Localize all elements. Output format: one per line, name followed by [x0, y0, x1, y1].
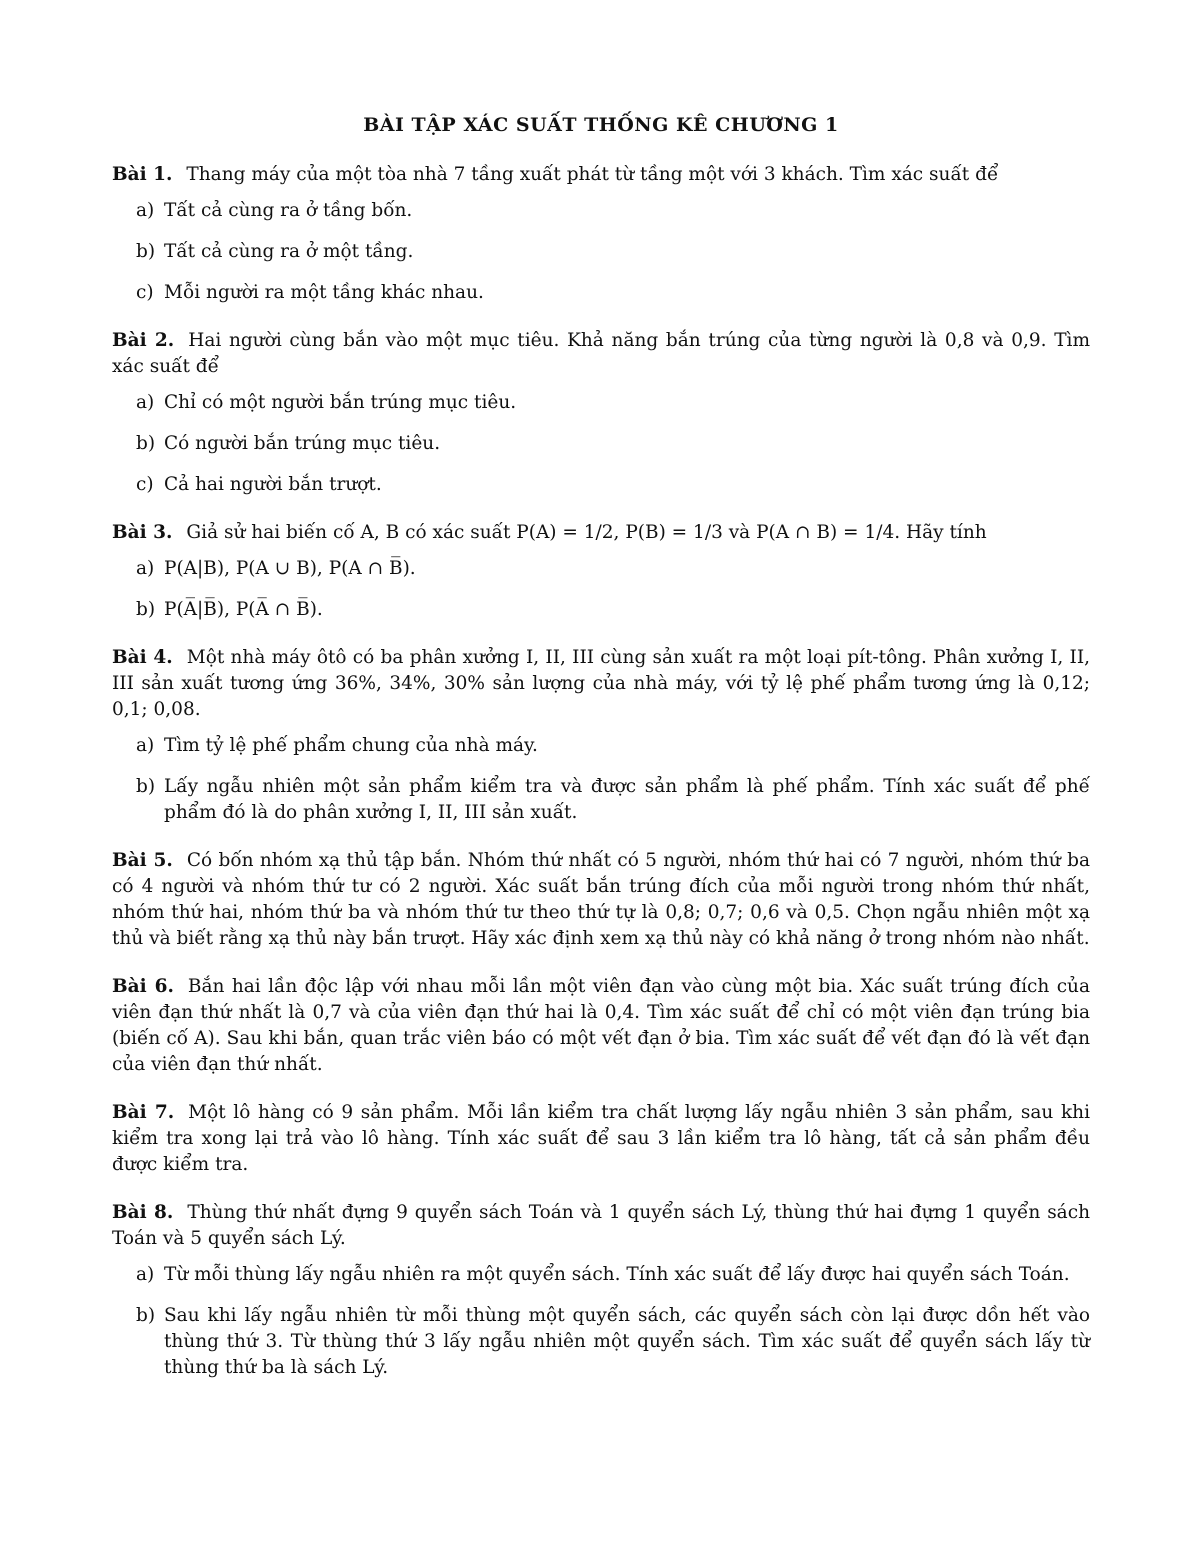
sub-question-text: P(A|B), P(A ∪ B), P(A ∩ B̅).	[164, 558, 416, 579]
problem-label: Bài 2.	[112, 330, 175, 351]
sub-question	[112, 472, 1090, 498]
sub-question-text: Sau khi lấy ngẫu nhiên từ mỗi thùng một quyển sách, các quyển sách còn lại được dồn hết vào thùng thứ 3. Từ thùng thứ 3 lấy ngẫu nhiên một quyển sách. Tìm xác suất để quyển sách lấy từ thùng thứ ba là sách Lý.	[164, 1305, 1090, 1378]
sub-question-text: Tất cả cùng ra ở tầng bốn.	[164, 200, 413, 221]
document-title: BÀI TẬP XÁC SUẤT THỐNG KÊ CHƯƠNG 1	[363, 114, 839, 136]
problem-text: Thang máy của một tòa nhà 7 tầng xuất phát từ tầng một với 3 khách. Tìm xác suất để	[186, 164, 999, 185]
sub-question-letter: a)	[136, 1264, 155, 1285]
problem-label: Bài 7.	[112, 1102, 175, 1123]
sub-question-letter: b)	[136, 599, 156, 620]
problem-3	[112, 520, 1090, 623]
sub-question-text: Chỉ có một người bắn trúng mục tiêu.	[164, 392, 517, 413]
sub-question	[112, 390, 1090, 416]
sub-question	[112, 774, 1090, 826]
sub-question-letter: b)	[136, 776, 156, 797]
sub-question-text: Có người bắn trúng mục tiêu.	[164, 433, 441, 454]
sub-question	[112, 1262, 1090, 1288]
sub-question-text: Cả hai người bắn trượt.	[164, 474, 382, 495]
problem-7	[112, 1100, 1090, 1178]
problem-8	[112, 1200, 1090, 1381]
problem-text: Bắn hai lần độc lập với nhau mỗi lần một viên đạn vào cùng một bia. Xác suất trúng đích của viên đạn thứ nhất là 0,7 và của viên đạn thứ hai là 0,4. Tìm xác suất để chỉ có một viên đạn trúng bia (biến cố A). Sau khi bắn, quan trắc viên báo có một vết đạn ở bia. Tìm xác suất để vết đạn đó là vết đạn của viên đạn thứ nhất.	[112, 976, 1090, 1075]
sub-question	[112, 280, 1090, 306]
problem-statement	[112, 1100, 1090, 1178]
problem-label: Bài 6.	[112, 976, 174, 997]
problem-text: Một lô hàng có 9 sản phẩm. Mỗi lần kiểm tra chất lượng lấy ngẫu nhiên 3 sản phẩm, sau khi kiểm tra xong lại trả vào lô hàng. Tính xác suất để sau 3 lần kiểm tra lô hàng, tất cả sản phẩm đều được kiểm tra.	[112, 1102, 1091, 1175]
problem-2	[112, 328, 1090, 498]
problem-6	[112, 974, 1090, 1078]
sub-question-text: Tất cả cùng ra ở một tầng.	[164, 241, 414, 262]
sub-question-list	[112, 556, 1090, 623]
problem-statement	[112, 328, 1090, 380]
sub-question-letter: c)	[136, 474, 154, 495]
problem-statement	[112, 520, 1090, 546]
problem-text: Thùng thứ nhất đựng 9 quyển sách Toán và 1 quyển sách Lý, thùng thứ hai đựng 1 quyển sách Toán và 5 quyển sách Lý.	[112, 1202, 1090, 1249]
sub-question-text: P(A̅|B̅), P(A̅ ∩ B̅).	[164, 599, 323, 620]
problem-text: Hai người cùng bắn vào một mục tiêu. Khả năng bắn trúng của từng người là 0,8 và 0,9. Tìm xác suất để	[112, 330, 1091, 377]
problem-4	[112, 645, 1090, 826]
sub-question	[112, 597, 1090, 623]
sub-question-text: Tìm tỷ lệ phế phẩm chung của nhà máy.	[164, 735, 538, 756]
sub-question-letter: a)	[136, 392, 155, 413]
sub-question-list	[112, 390, 1090, 498]
sub-question	[112, 431, 1090, 457]
sub-question	[112, 556, 1090, 582]
problem-label: Bài 4.	[112, 647, 173, 668]
sub-question-text: Từ mỗi thùng lấy ngẫu nhiên ra một quyển sách. Tính xác suất để lấy được hai quyển sách Toán.	[164, 1264, 1070, 1285]
sub-question-list	[112, 1262, 1090, 1381]
sub-question-text: Mỗi người ra một tầng khác nhau.	[164, 282, 484, 303]
sub-question	[112, 733, 1090, 759]
problem-label: Bài 8.	[112, 1202, 174, 1223]
sub-question-letter: a)	[136, 200, 155, 221]
problem-5	[112, 848, 1090, 952]
problem-text: Một nhà máy ôtô có ba phân xưởng I, II, III cùng sản xuất ra một loại pít-tông. Phân xưởng I, II, III sản xuất tương ứng 36%, 34%, 30% sản lượng của nhà máy, với tỷ lệ phế phẩm tương ứng là 0,12; 0,1; 0,08.	[112, 647, 1091, 720]
sub-question-letter: b)	[136, 433, 156, 454]
problem-statement	[112, 1200, 1090, 1252]
sub-question-letter: c)	[136, 282, 154, 303]
problem-text: Giả sử hai biến cố A, B có xác suất P(A) = 1/2, P(B) = 1/3 và P(A ∩ B) = 1/4. Hãy tính	[186, 522, 987, 543]
problem-1	[112, 162, 1090, 306]
problem-label: Bài 3.	[112, 522, 173, 543]
problem-statement	[112, 848, 1090, 952]
sub-question	[112, 1303, 1090, 1381]
problem-text: Có bốn nhóm xạ thủ tập bắn. Nhóm thứ nhất có 5 người, nhóm thứ hai có 7 người, nhóm thứ ba có 4 người và nhóm thứ tư có 2 người. Xác suất bắn trúng đích của mỗi người trong nhóm thứ nhất, nhóm thứ hai, nhóm thứ ba và nhóm thứ tư theo thứ tự là 0,8; 0,7; 0,6 và 0,5. Chọn ngẫu nhiên một xạ thủ và biết rằng xạ thủ này bắn trượt. Hãy xác định xem xạ thủ này có khả năng ở trong nhóm nào nhất.	[112, 850, 1090, 949]
problem-label: Bài 5.	[112, 850, 173, 871]
problem-label: Bài 1.	[112, 164, 173, 185]
sub-question-letter: b)	[136, 1305, 156, 1326]
problem-statement	[112, 162, 1090, 188]
sub-question-list	[112, 198, 1090, 306]
sub-question	[112, 198, 1090, 224]
sub-question	[112, 239, 1090, 265]
sub-question-text: Lấy ngẫu nhiên một sản phẩm kiểm tra và được sản phẩm là phế phẩm. Tính xác suất để phế phẩm đó là do phân xưởng I, II, III sản xuất.	[164, 776, 1090, 823]
sub-question-letter: b)	[136, 241, 156, 262]
problem-list	[112, 162, 1090, 1381]
problem-statement	[112, 974, 1090, 1078]
sub-question-letter: a)	[136, 735, 155, 756]
sub-question-letter: a)	[136, 558, 155, 579]
problem-statement	[112, 645, 1090, 723]
sub-question-list	[112, 733, 1090, 826]
document-page	[112, 112, 1090, 1381]
